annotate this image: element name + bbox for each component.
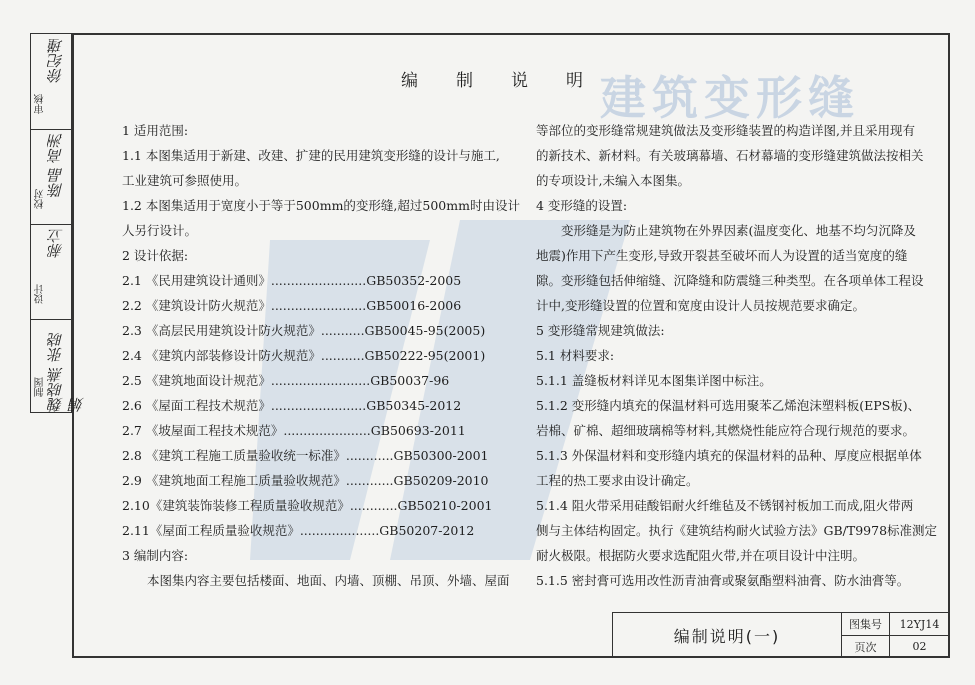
text-line: 岩棉、矿棉、超细玻璃棉等材料,其燃烧性能应符合现行规范的要求。 [536, 423, 915, 438]
text-line: 1 适用范围: [122, 123, 189, 138]
text-line: 2 设计依据: [122, 248, 189, 263]
text-line: 工业建筑可参照使用。 [122, 173, 248, 188]
label-drawing: 制图 [35, 377, 46, 397]
label-review: 审核 [35, 94, 46, 114]
reference-line: 2.5 《建筑地面设计规范》.........................GB50037-96 [122, 373, 450, 388]
reference-line: 2.1 《民用建筑设计通则》........................GB50352-2005 [122, 273, 462, 288]
page-label: 页次 [841, 635, 889, 657]
signature-design: 郝立 [47, 228, 65, 258]
label-check: 校对 [35, 189, 46, 209]
text-line: 1.1 本图集适用于新建、改建、扩建的民用建筑变形缝的设计与施工, [122, 148, 500, 163]
watermark-text: 建筑变形缝 [600, 71, 860, 125]
reference-line: 2.10《建筑装饰装修工程质量验收规范》............GB50210-2001 [122, 498, 493, 513]
reference-line: 2.3 《高层民用建筑设计防火规范》...........GB50045-95(2005) [122, 323, 486, 338]
atlas-label: 图集号 [841, 613, 889, 635]
text-line: 1.2 本图集适用于宽度小于等于500mm的变形缝,超过500mm时由设计 [122, 198, 520, 213]
signature-check: 陈晶 高洲 [47, 133, 65, 198]
reference-line: 2.2 《建筑设计防火规范》........................GB50016-2006 [122, 298, 462, 313]
text-line: 工程的热工要求由设计确定。 [536, 473, 699, 488]
text-line: 5.1.1 盖缝板材料详见本图集详图中标注。 [536, 373, 772, 388]
text-line: 5.1.2 变形缝内填充的保温材料可选用聚苯乙烯泡沫塑料板(EPS板)、 [536, 398, 921, 413]
text-line: 5.1.4 阻火带采用硅酸铝耐火纤维毡及不锈钢衬板加工而成,阻火带两 [536, 498, 914, 513]
label-design: 设计 [35, 284, 46, 304]
left-column [122, 118, 522, 593]
text-line: 5.1 材料要求: [536, 348, 615, 363]
title-block [612, 612, 950, 658]
reference-line: 2.11《屋面工程质量验收规范》....................GB50207-2012 [122, 523, 475, 538]
signature-cell-drawing [31, 319, 86, 412]
text-line: 5 变形缝常规建筑做法: [536, 323, 665, 338]
text-line: 5.1.3 外保温材料和变形缝内填充的保温材料的品种、厚度应根据单体 [536, 448, 922, 463]
text-line: 计中,变形缝设置的位置和宽度由设计人员按规范要求确定。 [536, 298, 865, 313]
reference-line: 2.4 《建筑内部装修设计防火规范》...........GB50222-95(2001) [122, 348, 486, 363]
text-line: 的新技术、新材料。有关玻璃幕墙、石材幕墙的变形缝建筑做法按相关 [536, 148, 924, 163]
signature-cell-check [31, 129, 71, 225]
text-line: 4 变形缝的设置: [536, 198, 628, 213]
reference-line: 2.9 《建筑地面工程施工质量验收规范》............GB50209-2010 [122, 473, 489, 488]
page-title: 编制说明 [401, 71, 621, 91]
right-column [536, 118, 938, 593]
signature-review: 徐纪瑾 [47, 38, 65, 83]
text-line: 侧与主体结构固定。执行《建筑结构耐火试验方法》GB/T9978标准测定 [536, 523, 938, 538]
drawing-name: 编制说明(一) [673, 626, 781, 646]
text-line: 地震)作用下产生变形,导致开裂甚至破坏而人为设置的适当宽度的缝 [536, 248, 908, 263]
reference-line: 2.8 《建筑工程施工质量验收统一标准》............GB50300-2001 [122, 448, 489, 463]
text-line: 耐火极限。根据防火要求选配阻火带,并在项目设计中注明。 [536, 548, 865, 563]
signature-cell-review [31, 34, 71, 130]
text-line: 变形缝是为防止建筑物在外界因素(温度变化、地基不均匀沉降及 [561, 223, 916, 238]
signature-strip [30, 33, 86, 413]
atlas-number: 12YJ14 [889, 613, 949, 635]
text-line: 隙。变形缝包括伸缩缝、沉降缝和防震缝三种类型。在各项单体工程设 [536, 273, 924, 288]
text-line: 等部位的变形缝常规建筑做法及变形缝装置的构造详图,并且采用现有 [536, 123, 915, 138]
text-line: 5.1.5 密封膏可选用改性沥青油膏或聚氨酯塑料油膏、防水油膏等。 [536, 573, 910, 588]
text-line: 人另行设计。 [122, 223, 198, 238]
signature-cell-design [31, 224, 71, 320]
reference-line: 2.6 《屋面工程技术规范》........................GB50345-2012 [122, 398, 462, 413]
text-line: 本图集内容主要包括楼面、地面、内墙、顶棚、吊顶、外墙、屋面 [147, 573, 510, 588]
text-line: 的专项设计,未编入本图集。 [536, 173, 690, 188]
reference-line: 2.7 《坡屋面工程技术规范》......................GB50693-2011 [122, 423, 466, 438]
page-number: 02 [889, 635, 949, 657]
signature-drawing: 魏晓燕 张晓娟 [47, 332, 86, 412]
text-line: 3 编制内容: [122, 548, 189, 563]
